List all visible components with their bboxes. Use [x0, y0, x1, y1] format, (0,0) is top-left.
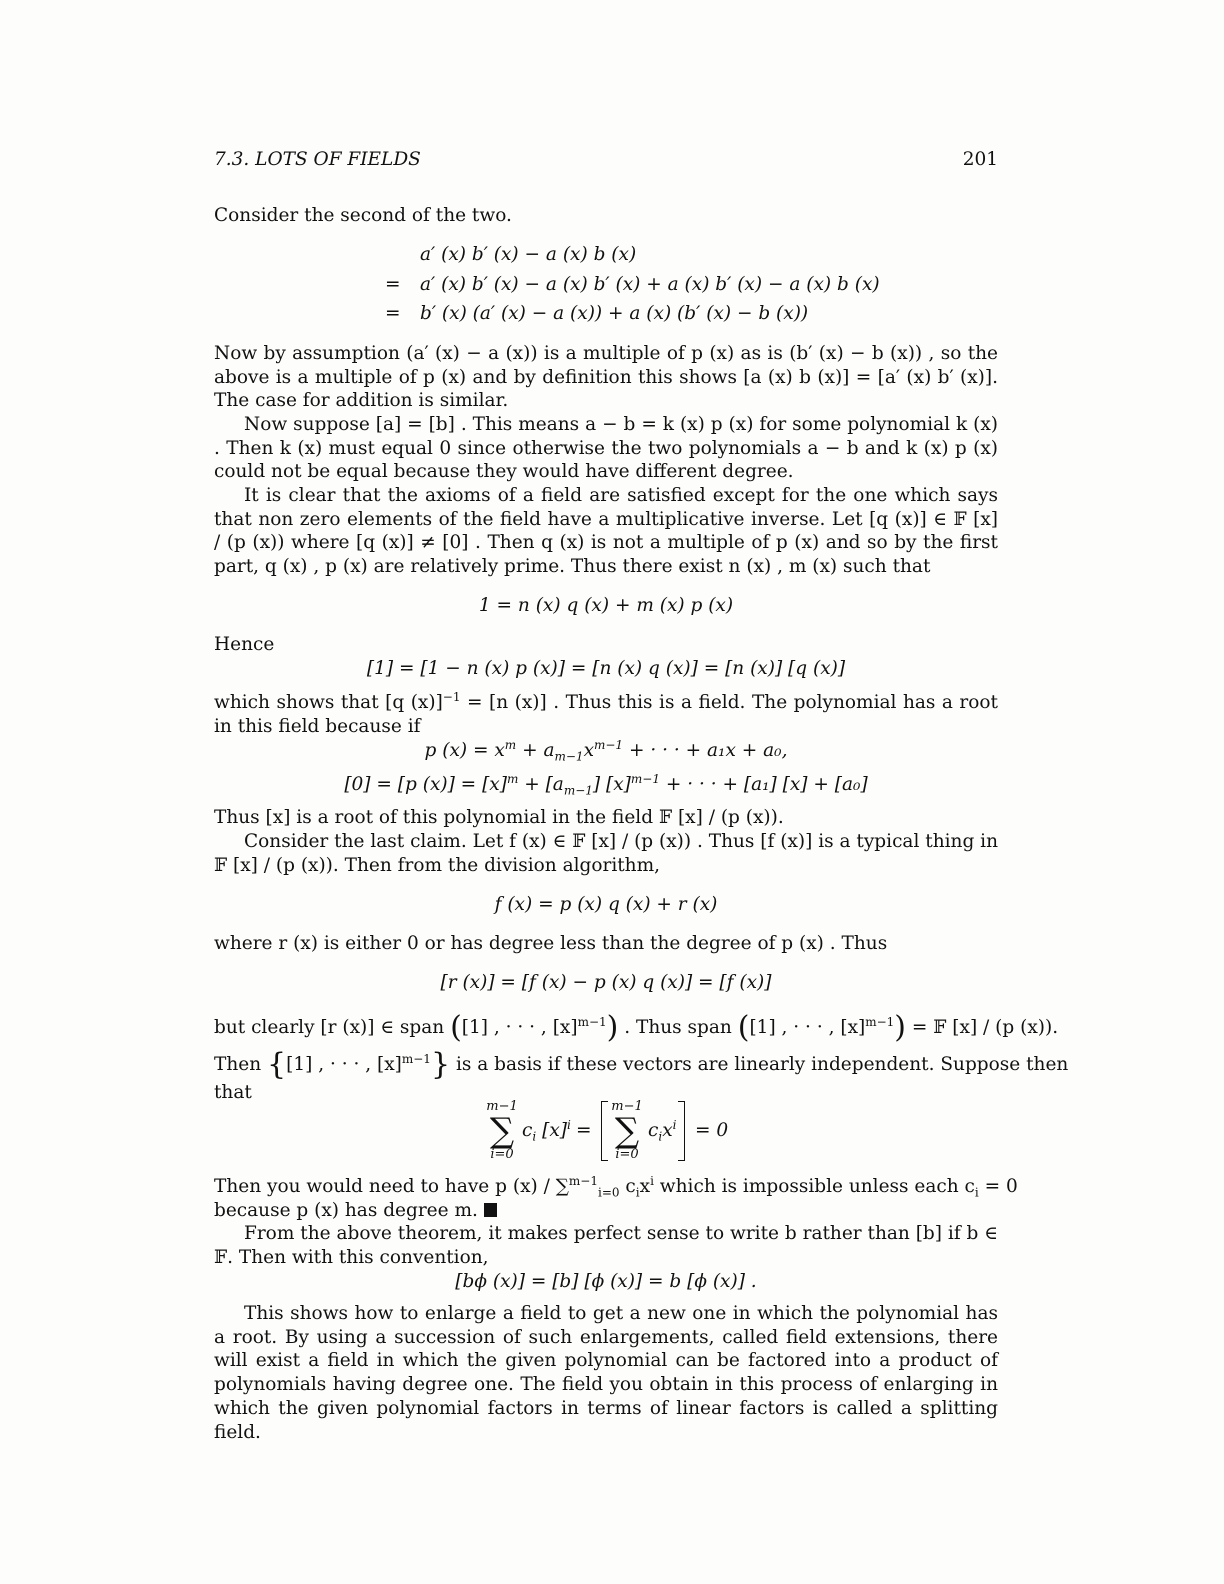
term-2-var: x — [662, 1120, 673, 1141]
equation-line-3: b′ (x) (a′ (x) − a (x)) + a (x) (b′ (x) − b (x)) — [420, 303, 809, 324]
inline-coef: c — [619, 1176, 636, 1197]
span-exp-2: m−1 — [865, 1014, 895, 1029]
paragraph-8-middle: . Thus span — [624, 1017, 732, 1038]
summation-result: = 0 — [695, 1120, 729, 1141]
term-1-exp: i — [566, 1117, 571, 1132]
hence-label: Hence — [214, 634, 275, 655]
qed-icon — [484, 1203, 497, 1217]
paragraph-9-end: is a basis if these vectors are linearly independent. Suppose then — [455, 1054, 1069, 1075]
paragraph-9-cont: that — [214, 1082, 252, 1103]
equation-remainder: [r (x)] = [f (x) − p (x) q (x)] = [f (x)] — [440, 972, 772, 993]
equation-division: f (x) = p (x) q (x) + r (x) — [494, 894, 718, 915]
equation-equals-1: = — [385, 274, 401, 295]
root-part-3: ] [x] — [592, 774, 631, 795]
term-2-coef: c — [648, 1120, 659, 1141]
equation-convention: [bϕ (x)] = [b] [ϕ (x)] = b [ϕ (x)] . — [455, 1271, 757, 1292]
paragraph-4-start: which shows that [q (x)] — [214, 692, 443, 713]
equation-bezout: 1 = n (x) q (x) + m (x) p (x) — [478, 595, 734, 616]
sum-upper-inline: m−1 — [568, 1173, 598, 1188]
span-list-1: [1] , · · · , [x] — [461, 1017, 578, 1038]
paragraph-7: where r (x) is either 0 or has degree less than the degree of p (x) . Thus — [214, 933, 888, 954]
running-header — [214, 148, 998, 172]
inline-var: x — [639, 1176, 651, 1197]
paragraph-10-middle: which is impossible unless each c — [653, 1176, 975, 1197]
intro-line: Consider the second of the two. — [214, 205, 512, 226]
poly-sub-1: m−1 — [554, 749, 584, 764]
paragraph-12: This shows how to enlarge a field to get a new one in which the polynomial has a root. By using a succession of such enlargements, called field extensions, there will exist a field in which the given polynomial can be factored into a product of polynomials having degree one. The field you obtain in this process of enlarging in which the given polynomial factors in terms of linear factors is called a splitting field. — [214, 1303, 998, 1443]
equation-equals-2: = — [385, 303, 401, 324]
summation-equals: = — [576, 1120, 592, 1141]
section-title: 7.3. LOTS OF FIELDS — [214, 149, 421, 170]
page-number: 201 — [962, 149, 998, 170]
inverse-exponent: −1 — [442, 689, 461, 704]
summation-1-term — [522, 1119, 612, 1143]
right-bracket — [678, 1101, 685, 1161]
paragraph-8: but clearly [r (x)] ∈ span ([1] , · · · , $[x]^{m-1}$) . Thus span ([1] , · · · , $[x]^{m-1}$) = 𝔽 [x] / (p (x)). — [214, 1010, 1059, 1045]
root-part-1: [0] = [p (x)] = [x] — [344, 774, 507, 795]
term-1-sub: i — [532, 1129, 537, 1144]
basis-exp: m−1 — [401, 1051, 431, 1066]
root-part-2: + [a — [518, 774, 564, 795]
poly-part-2: + a — [516, 740, 555, 761]
paragraph-6: Consider the last claim. Let f (x) ∈ 𝔽 [x] / (p (x)) . Thus [f (x)] is a typical thing in 𝔽 [x] / (p (x)). Then from the division algorithm, — [214, 831, 998, 876]
poly-exp-1: m — [504, 737, 517, 752]
term-2-sub: i — [658, 1129, 663, 1144]
poly-part-3: x — [583, 740, 594, 761]
inline-var-exp: i — [650, 1173, 654, 1188]
equation-polynomial — [214, 739, 998, 763]
paragraph-3: It is clear that the axioms of a field are satisfied except for the one which says that non zero elements of the field have a multiplicative inverse. Let [q (x)] ∈ 𝔽 [x] / (p (x)) where [q (x)] ≠ [0] . Then q (x) is not a multiple of p (x) and so by the first part, q (x) , p (x) are relatively prime. Thus there exist n (x) , m (x) such that — [214, 485, 998, 578]
root-exp-1: m — [506, 771, 519, 786]
span-list-2: [1] , · · · , [x] — [749, 1017, 866, 1038]
paragraph-11: From the above theorem, it makes perfect sense to write b rather than [b] if b ∈ 𝔽. Then with this convention, — [214, 1223, 998, 1268]
inline-coef-sub: i — [635, 1185, 640, 1200]
equation-inverse: [1] = [1 − n (x) p (x)] = [n (x) q (x)] = [n (x)] [q (x)] — [366, 658, 846, 679]
term-1-coef: c — [522, 1120, 533, 1141]
root-sub-1: m−1 — [563, 783, 593, 798]
summation-1 — [482, 1100, 522, 1162]
term-1-var: [x] — [536, 1120, 567, 1141]
poly-part-4: + · · · + a₁x + a₀, — [623, 740, 788, 761]
paragraph-10 — [214, 1173, 1018, 1200]
sigma-symbol-2: ∑ — [614, 1111, 640, 1151]
summation-2-lower: i=0 — [615, 1147, 639, 1162]
poly-part-1: p (x) = x — [424, 740, 505, 761]
term-2-exp: i — [672, 1117, 677, 1132]
paragraph-4 — [214, 691, 998, 738]
paragraph-10-last: because p (x) has degree m. — [214, 1200, 478, 1221]
basis-list: [1] , · · · , [x] — [286, 1054, 402, 1075]
root-exp-2: m−1 — [630, 771, 660, 786]
paragraph-10-start: Then you would need to have p (x) / ∑ — [214, 1176, 569, 1197]
equation-root — [214, 773, 998, 797]
summation-1-lower: i=0 — [490, 1147, 514, 1162]
paragraph-1: Now by assumption (a′ (x) − a (x)) is a multiple of p (x) as is (b′ (x) − b (x)) , so the above is a multiple of p (x) and by definition this shows [a (x) b (x)] = [a′ (x) b′ (x)]. The case for addition is similar. — [214, 343, 998, 412]
paragraph-8-end: = 𝔽 [x] / (p (x)). — [911, 1017, 1059, 1038]
inline-coef-sub-2: i — [974, 1185, 979, 1200]
root-part-4: + · · · + [a₁] [x] + [a₀] — [659, 774, 868, 795]
paragraph-2: Now suppose [a] = [b] . This means a − b = k (x) p (x) for some polynomial k (x) . Then k (x) must equal 0 since otherwise the two polynomials a − b and k (x) p (x) could not be equal because they would have different degree. — [214, 414, 998, 483]
poly-exp-2: m−1 — [594, 737, 624, 752]
paragraph-9-start: Then — [214, 1054, 262, 1075]
summation-1-upper: m−1 — [486, 1099, 518, 1114]
span-exp-1: m−1 — [577, 1014, 607, 1029]
paragraph-9: Then {[1] , · · · , $[x]^{m-1}$} is a basis if these vectors are linearly independent. Suppose then — [214, 1047, 1069, 1082]
sigma-symbol: ∑ — [489, 1111, 515, 1151]
equation-line-1: a′ (x) b′ (x) − a (x) b (x) — [420, 244, 637, 265]
paragraph-10-cont — [214, 1199, 998, 1223]
equation-line-2: a′ (x) b′ (x) − a (x) b′ (x) + a (x) b′ (x) − a (x) b (x) — [420, 274, 880, 295]
summation-2-upper: m−1 — [611, 1099, 643, 1114]
paragraph-8-start: but clearly [r (x)] ∈ span — [214, 1017, 445, 1038]
paragraph-5: Thus [x] is a root of this polynomial in the field 𝔽 [x] / (p (x)). — [214, 807, 784, 828]
summation-2 — [607, 1100, 647, 1162]
paragraph-4-end: = [n (x)] . Thus this is a field. The polynomial has a root in this field because if — [214, 692, 998, 737]
sum-lower-inline: i=0 — [598, 1185, 620, 1200]
paragraph-10-end: = 0 — [978, 1176, 1018, 1197]
